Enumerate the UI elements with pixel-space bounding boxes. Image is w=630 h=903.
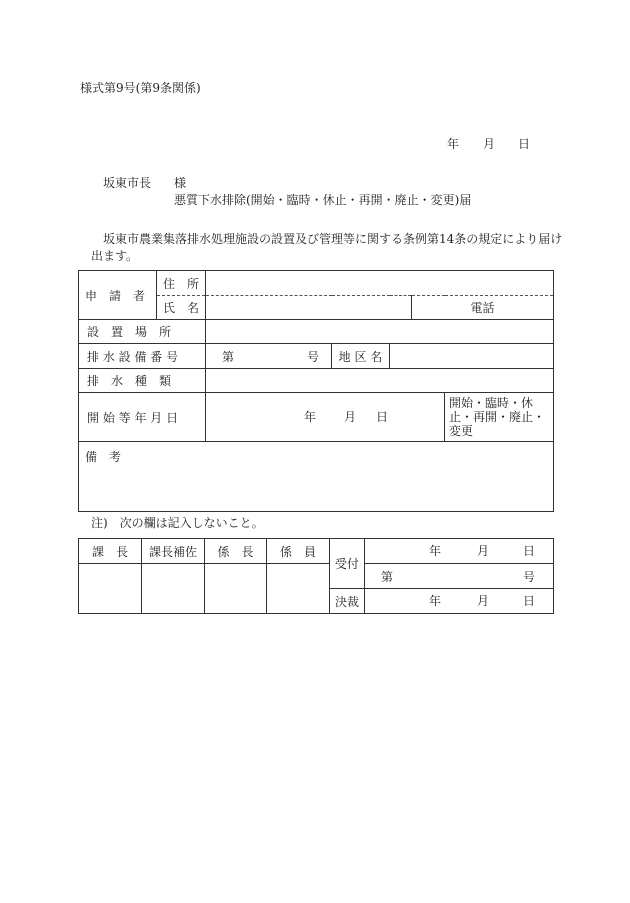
- phone-label: 電話: [412, 296, 554, 320]
- staff-label: 係 員: [267, 539, 330, 564]
- district-label: 地 区 名: [332, 344, 390, 369]
- form-number: 様式第9号(第9条関係): [80, 81, 201, 95]
- chief-stamp[interactable]: [79, 564, 142, 614]
- received-month: 月: [477, 544, 490, 558]
- deputy-chief-stamp[interactable]: [142, 564, 205, 614]
- notification-types: 開始・臨時・休止・再開・廃止・変更: [445, 393, 554, 442]
- received-number-go: 号: [522, 569, 535, 584]
- decision-month: 月: [477, 594, 490, 608]
- subsection-chief-label: 係 長: [205, 539, 267, 564]
- district-field[interactable]: [390, 344, 554, 369]
- drain-type-label: 排 水 種 類: [79, 369, 206, 393]
- document-title: 悪質下水排除(開始・臨時・休止・再開・廃止・変更)届: [174, 193, 472, 207]
- drain-type-field[interactable]: [206, 369, 554, 393]
- name-label: 氏 名: [157, 296, 206, 320]
- received-year: 年: [429, 544, 442, 558]
- remarks-box[interactable]: [79, 442, 554, 512]
- start-date-month: 月: [344, 410, 357, 424]
- remarks-label: 備 考: [85, 450, 122, 464]
- staff-stamp[interactable]: [267, 564, 330, 614]
- chief-label: 課 長: [79, 539, 142, 564]
- intro-text-line1: 坂東市農業集落排水処理施設の設置及び管理等に関する条例第14条の規定により届け: [103, 232, 563, 246]
- date-month-label: 月: [483, 137, 496, 151]
- office-use-note: 注) 次の欄は記入しないこと。: [91, 516, 264, 530]
- name-field[interactable]: [206, 296, 412, 320]
- decision-date-field[interactable]: [365, 589, 554, 614]
- facility-number-go: 号: [306, 349, 319, 364]
- date-year-label: 年: [447, 137, 460, 151]
- decision-label: 決裁: [330, 589, 365, 614]
- facility-number-label: 排 水 設 備 番 号: [79, 344, 206, 369]
- address-label: 住 所: [157, 271, 206, 296]
- location-field[interactable]: [206, 320, 554, 344]
- decision-day: 日: [523, 594, 536, 608]
- received-date-field[interactable]: [365, 539, 554, 564]
- deputy-chief-label: 課長補佐: [142, 539, 205, 564]
- office-use-table: [78, 538, 554, 614]
- facility-number-dai: 第: [222, 349, 235, 364]
- start-date-day: 日: [376, 410, 389, 424]
- decision-year: 年: [429, 594, 442, 608]
- applicant-label: 申 請 者: [79, 271, 157, 320]
- start-date-label: 開 始 等 年 月 日: [79, 393, 206, 442]
- subsection-chief-stamp[interactable]: [205, 564, 267, 614]
- start-date-year: 年: [304, 410, 317, 424]
- received-label: 受付: [330, 539, 365, 589]
- received-number-dai: 第: [381, 569, 394, 584]
- received-number-field[interactable]: [365, 564, 554, 589]
- received-day: 日: [523, 544, 536, 558]
- location-label: 設 置 場 所: [79, 320, 206, 344]
- address-field[interactable]: [206, 271, 554, 296]
- addressee-name: 坂東市長: [103, 176, 152, 190]
- facility-number-field[interactable]: [206, 344, 332, 369]
- start-date-field[interactable]: [206, 393, 445, 442]
- application-table: [78, 270, 554, 512]
- intro-text-line2: 出ます。: [91, 249, 139, 263]
- addressee-honorific: 様: [174, 176, 187, 190]
- date-day-label: 日: [518, 137, 531, 151]
